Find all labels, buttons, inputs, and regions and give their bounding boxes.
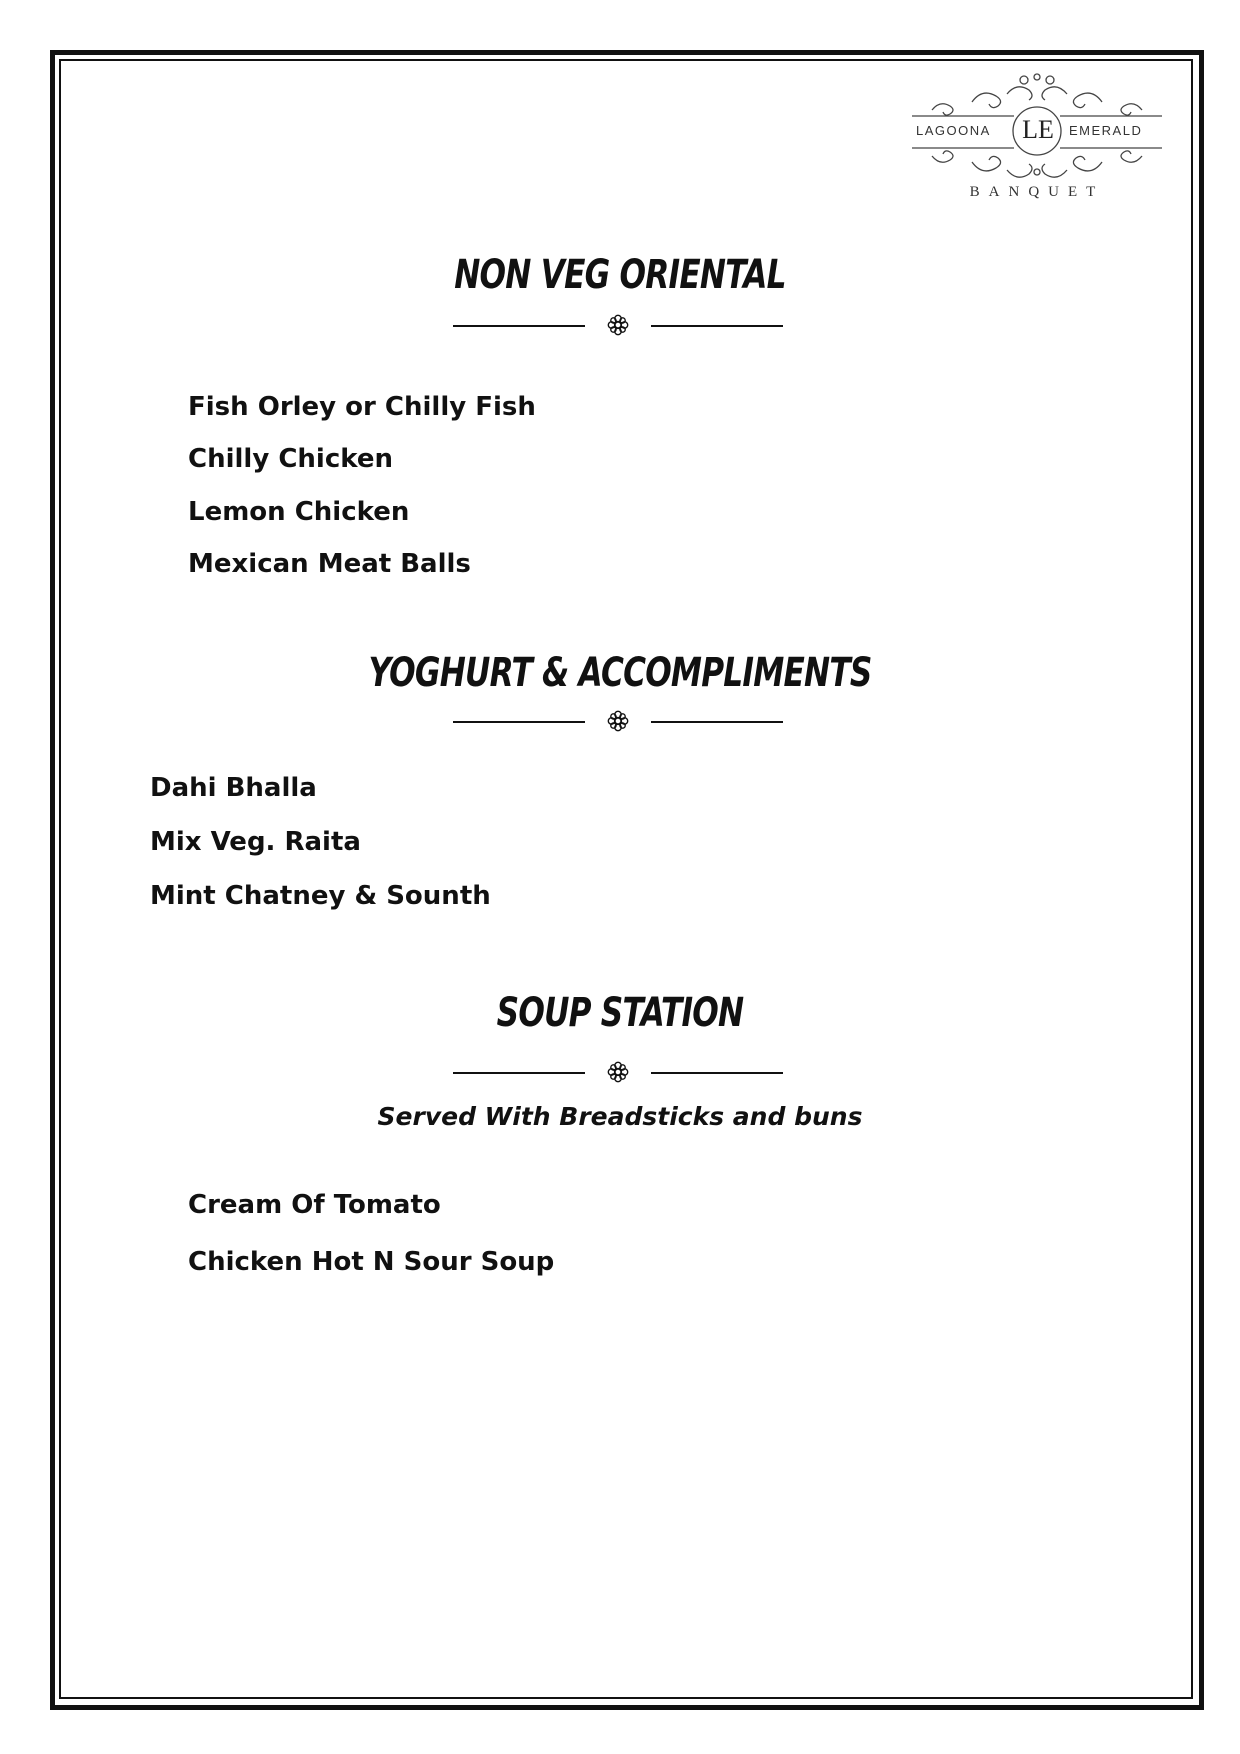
divider-line-left bbox=[453, 721, 585, 723]
menu-item: Mexican Meat Balls bbox=[188, 549, 471, 579]
section-divider bbox=[453, 313, 783, 337]
menu-item: Cream Of Tomato bbox=[188, 1190, 441, 1220]
page-border-inner bbox=[59, 59, 1193, 1699]
menu-item: Mint Chatney & Sounth bbox=[150, 881, 491, 911]
flower-icon bbox=[606, 1060, 630, 1084]
logo-subtitle: BANQUET bbox=[969, 184, 1105, 200]
section-title-non-veg-oriental: NON VEG ORIENTAL bbox=[454, 252, 786, 298]
logo-right-word: EMERALD bbox=[1069, 123, 1143, 138]
menu-item: Mix Veg. Raita bbox=[150, 827, 361, 857]
menu-item: Lemon Chicken bbox=[188, 497, 410, 527]
divider-line-right bbox=[651, 325, 783, 327]
banquet-logo bbox=[912, 72, 1162, 212]
flower-icon bbox=[606, 313, 630, 337]
flower-icon bbox=[606, 709, 630, 733]
divider-line-left bbox=[453, 325, 585, 327]
menu-item: Dahi Bhalla bbox=[150, 773, 317, 803]
section-title-yoghurt-accompliments: YOGHURT & ACCOMPLIMENTS bbox=[368, 650, 872, 696]
section-divider bbox=[453, 709, 783, 733]
section-subtitle: Served With Breadsticks and buns bbox=[377, 1102, 863, 1131]
menu-item: Chilly Chicken bbox=[188, 444, 393, 474]
section-title-soup-station: SOUP STATION bbox=[496, 990, 744, 1036]
menu-item: Fish Orley or Chilly Fish bbox=[188, 392, 536, 422]
divider-line-right bbox=[651, 721, 783, 723]
divider-line-left bbox=[453, 1072, 585, 1074]
section-divider bbox=[453, 1060, 783, 1084]
logo-monogram: LE bbox=[1022, 115, 1054, 144]
logo-left-word: LAGOONA bbox=[916, 123, 991, 138]
menu-item: Chicken Hot N Sour Soup bbox=[188, 1247, 555, 1277]
divider-line-right bbox=[651, 1072, 783, 1074]
